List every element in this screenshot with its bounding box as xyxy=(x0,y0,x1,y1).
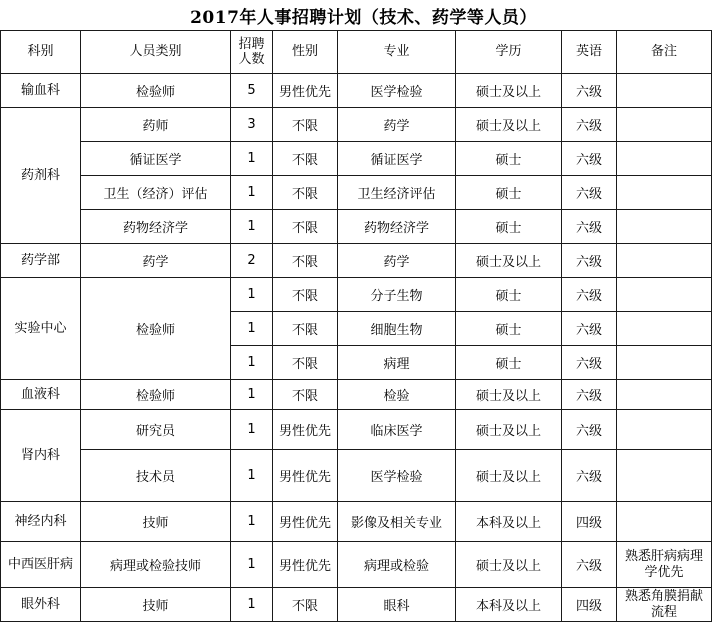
cell-category: 技师 xyxy=(81,588,231,622)
table-header-row xyxy=(1,31,712,74)
cell-english: 六级 xyxy=(562,142,617,176)
cell-major: 分子生物 xyxy=(338,278,456,312)
cell-count: 1 xyxy=(231,542,273,588)
cell-notes: 熟悉角膜捐献流程 xyxy=(617,588,712,622)
cell-notes xyxy=(617,278,712,312)
cell-major: 眼科 xyxy=(338,588,456,622)
cell-count: 1 xyxy=(231,210,273,244)
table-row xyxy=(1,502,712,542)
cell-notes xyxy=(617,74,712,108)
cell-major: 药物经济学 xyxy=(338,210,456,244)
cell-notes xyxy=(617,176,712,210)
cell-notes xyxy=(617,142,712,176)
cell-english: 六级 xyxy=(562,410,617,450)
cell-education: 硕士及以上 xyxy=(456,542,562,588)
cell-notes xyxy=(617,502,712,542)
cell-category: 循证医学 xyxy=(81,142,231,176)
cell-gender: 不限 xyxy=(273,244,338,278)
cell-notes xyxy=(617,410,712,450)
cell-major: 临床医学 xyxy=(338,410,456,450)
cell-count: 2 xyxy=(231,244,273,278)
cell-education: 本科及以上 xyxy=(456,588,562,622)
cell-english: 六级 xyxy=(562,312,617,346)
cell-dept: 眼外科 xyxy=(1,588,81,622)
cell-gender: 不限 xyxy=(273,176,338,210)
cell-gender: 不限 xyxy=(273,312,338,346)
cell-major: 影像及相关专业 xyxy=(338,502,456,542)
cell-education: 硕士 xyxy=(456,312,562,346)
header-major: 专业 xyxy=(338,31,456,74)
cell-education: 硕士及以上 xyxy=(456,108,562,142)
table-row xyxy=(1,380,712,410)
cell-gender: 男性优先 xyxy=(273,450,338,502)
page-title: 2017年人事招聘计划（技术、药学等人员） xyxy=(190,7,537,28)
table-row xyxy=(1,450,712,502)
table-row xyxy=(1,176,712,210)
cell-gender: 男性优先 xyxy=(273,410,338,450)
cell-notes xyxy=(617,244,712,278)
header-english: 英语 xyxy=(562,31,617,74)
cell-notes: 熟悉肝病病理学优先 xyxy=(617,542,712,588)
cell-education: 硕士 xyxy=(456,210,562,244)
cell-gender: 不限 xyxy=(273,380,338,410)
table-row xyxy=(1,410,712,450)
cell-count: 1 xyxy=(231,588,273,622)
cell-gender: 男性优先 xyxy=(273,502,338,542)
cell-gender: 不限 xyxy=(273,278,338,312)
table-row xyxy=(1,278,712,312)
cell-major: 细胞生物 xyxy=(338,312,456,346)
cell-dept: 输血科 xyxy=(1,74,81,108)
table-row xyxy=(1,142,712,176)
header-gender: 性别 xyxy=(273,31,338,74)
table-row xyxy=(1,74,712,108)
cell-english: 六级 xyxy=(562,176,617,210)
cell-count: 1 xyxy=(231,410,273,450)
cell-education: 本科及以上 xyxy=(456,502,562,542)
cell-category: 检验师 xyxy=(81,380,231,410)
table-row xyxy=(1,108,712,142)
table-row xyxy=(1,588,712,622)
cell-major: 药学 xyxy=(338,244,456,278)
cell-gender: 不限 xyxy=(273,142,338,176)
cell-major: 医学检验 xyxy=(338,450,456,502)
cell-notes xyxy=(617,380,712,410)
cell-major: 医学检验 xyxy=(338,74,456,108)
cell-education: 硕士 xyxy=(456,176,562,210)
cell-category: 技师 xyxy=(81,502,231,542)
cell-english: 四级 xyxy=(562,502,617,542)
cell-education: 硕士及以上 xyxy=(456,244,562,278)
cell-english: 六级 xyxy=(562,346,617,380)
cell-english: 六级 xyxy=(562,74,617,108)
cell-category: 检验师 xyxy=(81,74,231,108)
cell-major: 药学 xyxy=(338,108,456,142)
header-category: 人员类别 xyxy=(81,31,231,74)
cell-category: 药物经济学 xyxy=(81,210,231,244)
cell-count: 3 xyxy=(231,108,273,142)
cell-education: 硕士 xyxy=(456,278,562,312)
cell-gender: 不限 xyxy=(273,108,338,142)
cell-english: 四级 xyxy=(562,588,617,622)
recruitment-table xyxy=(0,30,712,622)
cell-english: 六级 xyxy=(562,244,617,278)
cell-count: 1 xyxy=(231,312,273,346)
header-count: 招聘 人数 xyxy=(231,31,273,74)
cell-notes xyxy=(617,312,712,346)
table-row xyxy=(1,542,712,588)
cell-dept: 血液科 xyxy=(1,380,81,410)
cell-notes xyxy=(617,450,712,502)
cell-education: 硕士及以上 xyxy=(456,74,562,108)
cell-gender: 不限 xyxy=(273,588,338,622)
cell-gender: 不限 xyxy=(273,210,338,244)
header-notes: 备注 xyxy=(617,31,712,74)
cell-major: 病理或检验 xyxy=(338,542,456,588)
cell-category: 卫生（经济）评估 xyxy=(81,176,231,210)
cell-english: 六级 xyxy=(562,278,617,312)
header-dept: 科别 xyxy=(1,31,81,74)
cell-major: 循证医学 xyxy=(338,142,456,176)
cell-count: 1 xyxy=(231,450,273,502)
cell-major: 卫生经济评估 xyxy=(338,176,456,210)
cell-count: 1 xyxy=(231,142,273,176)
cell-gender: 男性优先 xyxy=(273,74,338,108)
cell-dept: 药学部 xyxy=(1,244,81,278)
cell-count: 1 xyxy=(231,176,273,210)
cell-count: 1 xyxy=(231,278,273,312)
cell-major: 病理 xyxy=(338,346,456,380)
header-education: 学历 xyxy=(456,31,562,74)
table-row xyxy=(1,244,712,278)
cell-english: 六级 xyxy=(562,108,617,142)
cell-notes xyxy=(617,346,712,380)
cell-gender: 男性优先 xyxy=(273,542,338,588)
cell-category: 药师 xyxy=(81,108,231,142)
cell-category: 病理或检验技师 xyxy=(81,542,231,588)
cell-category: 药学 xyxy=(81,244,231,278)
cell-dept: 中西医肝病 xyxy=(1,542,81,588)
cell-notes xyxy=(617,108,712,142)
cell-count: 1 xyxy=(231,502,273,542)
table-row xyxy=(1,210,712,244)
cell-english: 六级 xyxy=(562,380,617,410)
cell-dept: 实验中心 xyxy=(1,278,81,380)
cell-dept: 肾内科 xyxy=(1,410,81,502)
cell-education: 硕士 xyxy=(456,142,562,176)
cell-english: 六级 xyxy=(562,542,617,588)
cell-education: 硕士及以上 xyxy=(456,450,562,502)
cell-education: 硕士及以上 xyxy=(456,380,562,410)
cell-dept: 药剂科 xyxy=(1,108,81,244)
cell-category: 研究员 xyxy=(81,410,231,450)
cell-gender: 不限 xyxy=(273,346,338,380)
cell-education: 硕士及以上 xyxy=(456,410,562,450)
cell-education: 硕士 xyxy=(456,346,562,380)
cell-major: 检验 xyxy=(338,380,456,410)
cell-count: 1 xyxy=(231,346,273,380)
cell-notes xyxy=(617,210,712,244)
cell-count: 1 xyxy=(231,380,273,410)
cell-dept: 神经内科 xyxy=(1,502,81,542)
cell-category: 技术员 xyxy=(81,450,231,502)
cell-count: 5 xyxy=(231,74,273,108)
cell-category: 检验师 xyxy=(81,278,231,380)
cell-english: 六级 xyxy=(562,210,617,244)
cell-english: 六级 xyxy=(562,450,617,502)
